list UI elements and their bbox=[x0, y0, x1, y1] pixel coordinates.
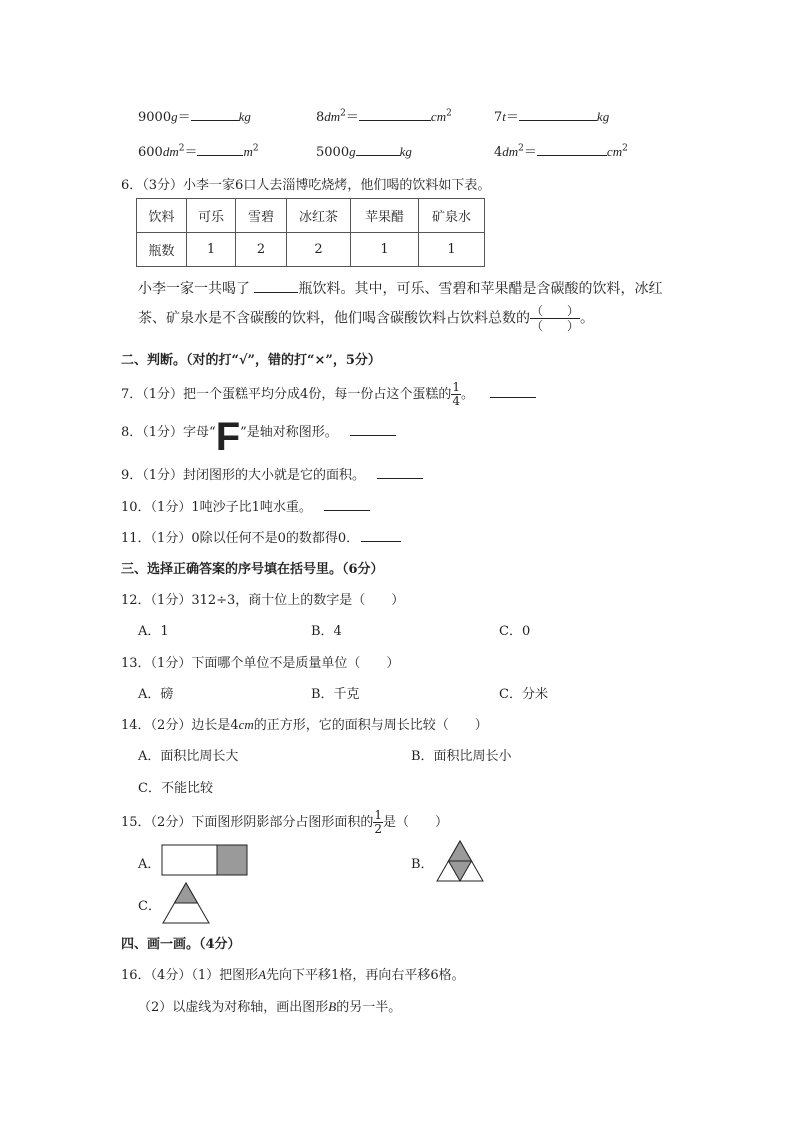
answer-fraction[interactable]: $\frac{( )}{( )}$ bbox=[530, 304, 579, 333]
table-cell: 冰红茶 bbox=[287, 199, 351, 233]
conversion-600dm2: $600dm^2= m^2$ bbox=[138, 141, 259, 160]
table-cell: 矿泉水 bbox=[419, 199, 485, 233]
conversion-7t: 7t＝ kg bbox=[494, 106, 609, 125]
q14-stem: 14．（2分）边长是4cm的正方形，它的面积与周长比较（ ） bbox=[121, 717, 488, 733]
answer-blank[interactable] bbox=[361, 527, 401, 542]
triangle-b-figure[interactable] bbox=[436, 840, 484, 882]
q10: 10．（1分）1吨沙子比1吨水重。 bbox=[121, 496, 370, 515]
answer-blank[interactable] bbox=[519, 106, 597, 121]
q15-option-c[interactable]: C． bbox=[138, 899, 161, 914]
section-4-title: 四、画一画。（4分） bbox=[121, 937, 241, 952]
answer-blank[interactable] bbox=[377, 464, 423, 479]
q6-line1: 小李一家一共喝了 瓶饮料。其中，可乐、雪碧和苹果醋是含碳酸的饮料，冰红 bbox=[138, 278, 662, 298]
q13-option-a[interactable]: A．磅 bbox=[138, 687, 174, 702]
section-2-title: 二、判断。（对的打“√”，错的打“×”，5分） bbox=[121, 353, 381, 368]
conversion-5000g: 5000g kg bbox=[316, 141, 412, 160]
q12-option-a[interactable]: A．1 bbox=[138, 624, 169, 639]
table-cell: 1 bbox=[187, 233, 236, 267]
table-row bbox=[137, 233, 485, 267]
fraction-one-half: $\frac{1}{2}$ bbox=[374, 808, 382, 836]
answer-blank[interactable] bbox=[191, 106, 239, 121]
answer-blank[interactable] bbox=[356, 141, 400, 156]
conversion-8dm2: $8dm^2= cm^2$ bbox=[316, 106, 452, 125]
rect-unshaded-part bbox=[162, 845, 217, 875]
conversion-9000g: 9000g＝ kg bbox=[138, 106, 251, 125]
drinks-table bbox=[136, 198, 485, 267]
table-cell: 瓶数 bbox=[137, 233, 187, 267]
answer-blank[interactable] bbox=[537, 141, 607, 156]
q16-line2: （2）以虚线为对称轴，画出图形B的另一半。 bbox=[138, 999, 402, 1015]
q13-option-c[interactable]: C．分米 bbox=[499, 687, 548, 702]
q9: 9．（1分）封闭图形的大小就是它的面积。 bbox=[121, 464, 423, 483]
letter-f-glyph: F bbox=[215, 415, 241, 459]
answer-blank[interactable] bbox=[359, 106, 431, 121]
q8: 8．（1分）字母“F”是轴对称图形。 bbox=[121, 421, 396, 453]
answer-blank[interactable] bbox=[490, 383, 536, 398]
q13-stem: 13．（1分）下面哪个单位不是质量单位（ ） bbox=[121, 656, 400, 671]
fraction-one-quarter: $\frac{1}{4}$ bbox=[452, 380, 460, 408]
q12-option-b[interactable]: B．4 bbox=[311, 624, 342, 639]
table-cell: 1 bbox=[351, 233, 419, 267]
top-shaded-triangle bbox=[449, 841, 472, 861]
q14-option-a[interactable]: A．面积比周长大 bbox=[138, 749, 239, 764]
table-cell: 饮料 bbox=[137, 199, 187, 233]
q15-option-b[interactable]: B． bbox=[411, 857, 434, 872]
answer-blank[interactable] bbox=[197, 141, 243, 156]
q12-stem: 12．（1分）312÷3，商十位上的数字是（ ） bbox=[121, 593, 405, 608]
answer-blank[interactable] bbox=[254, 278, 298, 293]
table-cell: 雪碧 bbox=[236, 199, 287, 233]
table-cell: 苹果醋 bbox=[351, 199, 419, 233]
table-cell: 2 bbox=[287, 233, 351, 267]
q13-option-b[interactable]: B．千克 bbox=[311, 687, 360, 702]
answer-blank[interactable] bbox=[350, 421, 396, 436]
table-row bbox=[137, 199, 485, 233]
q15-stem: 15．（2分）下面图形阴影部分占图形面积的 $\frac{1}{2}$ 是（ ） bbox=[121, 808, 448, 836]
conversion-4dm2: $4dm^2= cm^2$ bbox=[494, 141, 628, 160]
table-cell: 可乐 bbox=[187, 199, 236, 233]
section-3-title: 三、选择正确答案的序号填在括号里。（6分） bbox=[121, 562, 384, 577]
q7: 7．（1分）把一个蛋糕平均分成4份，每一份占这个蛋糕的 $\frac{1}{4}$ 。 bbox=[121, 381, 536, 408]
table-cell: 1 bbox=[419, 233, 485, 267]
q6-line2: 茶、矿泉水是不含碳酸的饮料，他们喝含碳酸饮料占饮料总数的 $\frac{( )}{( )}$ 。 bbox=[138, 304, 594, 333]
q6-stem: 6．（3分）小李一家6口人去淄博吃烧烤，他们喝的饮料如下表。 bbox=[121, 178, 491, 193]
q15-option-a[interactable]: A． bbox=[138, 857, 161, 872]
top-shaded-triangle bbox=[175, 883, 198, 903]
triangle-c-figure[interactable] bbox=[162, 882, 210, 924]
q14-option-c[interactable]: C．不能比较 bbox=[138, 781, 213, 796]
rect-shaded-part bbox=[217, 845, 247, 875]
q11: 11．（1分）0除以任何不是0的数都得0． bbox=[121, 527, 401, 546]
q14-option-b[interactable]: B．面积比周长小 bbox=[411, 749, 512, 764]
q12-option-c[interactable]: C．0 bbox=[499, 624, 531, 639]
rectangle-shaded-figure[interactable] bbox=[161, 844, 249, 876]
table-cell: 2 bbox=[236, 233, 287, 267]
answer-blank[interactable] bbox=[324, 496, 370, 511]
q16-line1: 16．（4分）（1）把图形A先向下平移1格，再向右平移6格。 bbox=[121, 967, 465, 983]
